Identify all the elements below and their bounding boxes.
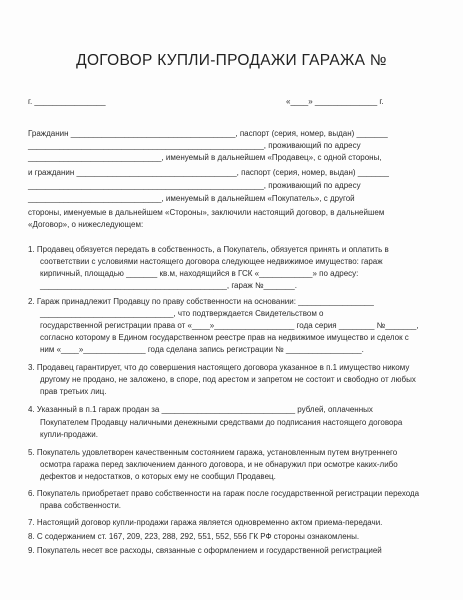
clause-9: 9. Покупатель несет все расходы, связанные с оформлением и государственной регистрацией [28,546,382,555]
clause-6: 6. Покупатель приобретает право собственности на гараж после государственной регистрации перехода [28,489,420,498]
clause-1: 1. Продавец обязуется передать в собственность, а Покупатель, обязуется принять и оплатить в [28,245,389,254]
clause-2: 2. Гараж принадлежит Продавцу по праву собственности на основании: _________________ [28,297,374,306]
text-line: _____________________________________________________, проживающий по адресу [28,141,361,150]
text-line: другому не продано, не заложено, в споре, под арестом и запретом не состоит и свободно от любых [40,375,416,384]
clause-4: 4. Указанный в п.1 гараж продан за ______________________________ рублей, оплаченных [28,405,373,414]
clause-3: 3. Продавец гарантирует, что до совершения настоящего договора указанное в п.1 имущество никому [28,363,410,372]
text-line: __________________________________________, гараж №_______. [40,281,297,290]
text-line: осмотра гаража перед заключением данного договора, и не обнаружил при осмотре каких-либо [40,460,398,469]
text-line: государственной регистрации права от «____»__________________ года серия ________ №_______, [40,321,419,330]
text-line: и гражданин ____________________________________, паспорт (серия, номер, выдан) _______ [28,168,389,177]
text-line: Покупателем Продавцу наличными денежными средствами до подписания настоящего договора [40,418,403,427]
text-line: ______________________________, что подтверждается Свидетельством о [40,309,324,318]
text-line: согласно которому в Едином государственном реестре прав на недвижимое имущество и сделок с [40,333,409,342]
clause-5: 5. Покупатель удовлетворен качественным состоянием гаража, установленным путем внутреннего [28,448,398,457]
place-field: г. ________________ [28,97,106,106]
text-line: права собственности. [40,501,122,510]
text-line: дефектов и недостатков, о которых ему не сообщил Продавец. [40,472,276,481]
clause-8: 8. С содержанием ст. 167, 209, 223, 288, 292, 551, 552, 556 ГК РФ стороны ознакомлены. [28,532,360,541]
text-line: купли-продажи. [40,430,98,439]
text-line: ______________________________, именуемый в дальнейшем «Покупатель», с другой [28,194,355,203]
text-line: Гражданин _____________________________________, паспорт (серия, номер, выдан) _______ [28,129,388,138]
text-line: ним «____»______________ года сделана запись регистрации № _________________. [40,345,364,354]
text-line: стороны, именуемые в дальнейшем «Стороны», заключили настоящий договор, в дальнейшем [28,208,385,217]
text-line: «Договор», о нижеследующем: [28,220,144,229]
text-line: ______________________________, именуемый в дальнейшем «Продавец», с одной стороны, [28,153,382,162]
text-line: соответствии с условиями настоящего договора следующее недвижимое имущество: гараж [40,257,383,266]
text-line: прав третьих лиц. [40,387,107,396]
text-line: кирпичный, площадью _______ кв.м, находящийся в ГСК «____________» по адресу: [40,269,359,278]
document-title: ДОГОВОР КУПЛИ-ПРОДАЖИ ГАРАЖА № [76,52,387,69]
clause-7: 7. Настоящий договор купли-продажи гаража является одновременно актом приема-передачи. [28,518,383,527]
text-line: _____________________________________________________, проживающий по адресу [28,181,361,190]
date-field: «____» ______________ г. [286,97,384,106]
